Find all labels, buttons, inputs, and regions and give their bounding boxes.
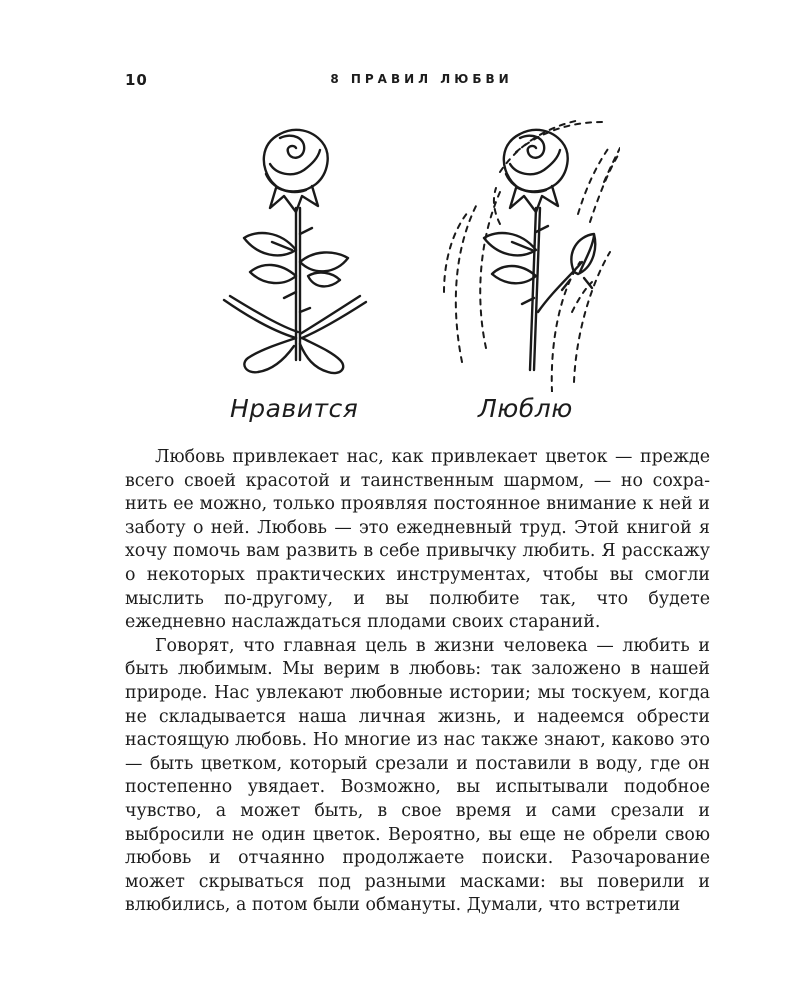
running-title: 8 ПРАВИЛ ЛЮБВИ — [330, 72, 513, 86]
roses-illustration — [200, 112, 620, 432]
page-number: 10 — [125, 71, 148, 89]
paragraph-1: Любовь привлекает нас, как привлекает цветок — прежде всего своей красотой и таинственным шармом, — но сохранить ее можно, только проявляя постоянное внимание к ней и заботу о ней. Любовь — это ежедневный труд. Этой книгой я хочу помочь вам развить в себе привычку любить. Я расскажу о некоторых практических инструментах, чтобы вы смогли мыслить по-другому, и вы полюбите так, что будете ежедневно наслаждаться плодами своих стараний. — [125, 447, 710, 633]
caption-love: Люблю — [478, 394, 573, 423]
caption-like: Нравится — [230, 394, 359, 423]
cut-rose-icon — [224, 130, 366, 373]
body-text — [125, 446, 710, 918]
page-header — [125, 71, 710, 93]
paragraph-2: Говорят, что главная цель в жизни человека — любить и быть любимым. Мы верим в любовь: так заложено в нашей природе. Нас увлекают любовные истории; мы тоскуем, когда не складывается наша личная жизнь, и надеемся обрести настоящую любовь. Но многие из нас также знают, каково это — быть цветком, который срезали и поставили в воду, где он постепенно увядает. Возможно, вы испытывали подобное чувство, а может быть, в свое время и сами срезали и выбросили не один цветок. Вероятно, вы еще не обрели свою любовь и отчаянно продолжаете поиски. Разочарование может скрываться под разными масками: вы поверили и влюбились, а потом были обмануты. Думали, что встретили — [125, 635, 710, 916]
loved-rose-icon — [484, 130, 595, 370]
roses-drawing — [200, 112, 620, 392]
